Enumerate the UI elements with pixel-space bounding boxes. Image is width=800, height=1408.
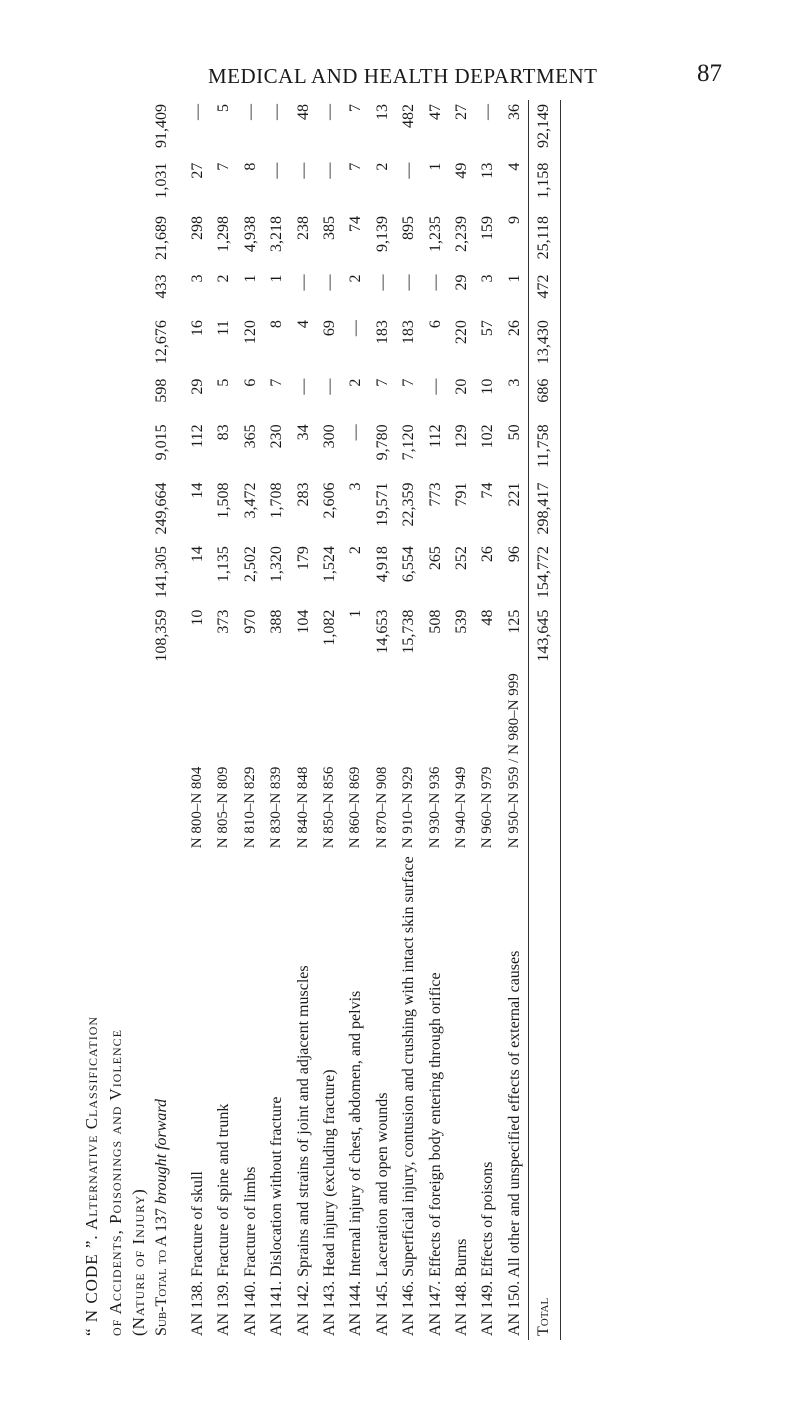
row-label: AN 138. Fracture of skull (189, 1171, 207, 1336)
total-cell: 154,772 (529, 542, 560, 606)
row-cell: 7 (400, 378, 418, 387)
row-cell: 1,524 (320, 546, 338, 583)
row-cell: 74 (479, 482, 497, 499)
row-cell: 1,135 (215, 546, 233, 583)
row-cell: 19,571 (373, 482, 391, 527)
row-label: AN 146. Superficial injury, contusion and crushing with intact skin surface (400, 856, 418, 1336)
row-cell: 20 (452, 378, 470, 395)
table-row (423, 100, 449, 1340)
subtotal-cell: 1,031 (152, 162, 170, 199)
row-cell: 48 (294, 104, 312, 120)
total-cell: 686 (529, 375, 560, 421)
row-cell: — (400, 274, 418, 291)
row-code: N 840–N 848 (294, 766, 311, 849)
row-label: AN 143. Head injury (excluding fracture) (320, 1069, 338, 1336)
row-cell: 183 (400, 320, 418, 345)
row-label: AN 139. Fracture of spine and trunk (215, 1103, 233, 1336)
subtotal-code (151, 669, 185, 852)
row-code: N 830–N 839 (268, 766, 285, 849)
subtotal-cell: 9,015 (152, 424, 170, 461)
row-cell: 57 (479, 320, 497, 337)
row-cell: 8 (268, 320, 286, 329)
row-cell: 36 (505, 104, 523, 120)
row-cell: 773 (426, 482, 444, 507)
row-cell: 27 (189, 162, 207, 179)
row-cell: 125 (505, 609, 523, 634)
row-cell: — (241, 104, 259, 120)
table-row (317, 100, 343, 1340)
total-label: Total (529, 852, 560, 1340)
total-cell: 472 (529, 270, 560, 316)
table-row (370, 100, 396, 1340)
row-cell: 26 (505, 320, 523, 337)
row-cell: 2 (215, 274, 233, 283)
table-title-row-2 (104, 100, 128, 1340)
row-cell: — (294, 162, 312, 179)
row-cell: 5 (215, 104, 233, 112)
row-cell: 13 (479, 162, 497, 179)
total-code (529, 669, 560, 852)
row-cell: 791 (452, 482, 470, 507)
row-label: AN 149. Effects of poisons (479, 1161, 497, 1336)
row-cell: 74 (347, 215, 365, 232)
row-cell: 3,218 (268, 215, 286, 252)
data-rows (185, 100, 529, 1340)
row-cell: 221 (505, 482, 523, 507)
row-cell: 34 (294, 424, 312, 441)
row-cell: 265 (426, 546, 444, 571)
row-cell: 1 (426, 162, 444, 171)
row-cell: 238 (294, 215, 312, 240)
row-code: N 810–N 829 (241, 766, 258, 849)
row-cell: — (320, 104, 338, 120)
subtotal-prefix: Sub-Total to A 137 (152, 1208, 170, 1336)
row-cell: 6 (241, 378, 259, 387)
row-cell: 373 (215, 609, 233, 634)
table-row (238, 100, 264, 1340)
table-title-row-1 (80, 100, 104, 1340)
row-cell: 1 (347, 609, 365, 618)
row-cell: 2 (347, 378, 365, 387)
row-cell: 9,139 (373, 215, 391, 252)
row-cell: 7 (215, 162, 233, 171)
row-cell: 3,472 (241, 482, 259, 519)
row-cell: — (426, 378, 444, 395)
row-cell: 283 (294, 482, 312, 507)
total-cell: 13,430 (529, 316, 560, 374)
row-cell: 2 (373, 162, 391, 171)
row-cell: 14,653 (373, 609, 391, 654)
row-code: N 910–N 929 (400, 766, 417, 849)
row-label: AN 140. Fracture of limbs (241, 1166, 259, 1336)
table-row (264, 100, 290, 1340)
row-cell: 1,082 (320, 609, 338, 646)
row-cell: — (347, 320, 365, 337)
row-cell: 179 (294, 546, 312, 571)
row-cell: 14 (189, 546, 207, 563)
row-label: AN 141. Dislocation without fracture (268, 1096, 286, 1336)
row-cell: 1 (505, 274, 523, 283)
row-cell: 3 (505, 378, 523, 387)
row-cell: — (347, 424, 365, 441)
table-title-line-1: “ N CODE ”. Alternative Classification (82, 1015, 101, 1336)
running-head: MEDICAL AND HEALTH DEPARTMENT (208, 64, 598, 88)
row-cell: — (426, 274, 444, 291)
subtotal-cell: 12,676 (152, 320, 170, 365)
row-cell: 15,738 (400, 609, 418, 654)
row-cell: 895 (400, 215, 418, 240)
subtotal-suffix: brought forward (152, 1098, 170, 1205)
page-number: 87 (697, 60, 722, 87)
row-cell: 970 (241, 609, 259, 634)
row-label: AN 142. Sprains and strains of joint and adjacent muscles (294, 965, 312, 1336)
row-cell: — (373, 274, 391, 291)
table-title-line-3: (Nature of Injury) (129, 1188, 149, 1336)
row-cell: 27 (452, 104, 470, 120)
row-cell: 5 (215, 378, 233, 387)
row-cell: 9,780 (373, 424, 391, 461)
row-cell: 112 (426, 424, 444, 448)
table-title-row-3 (127, 100, 151, 1340)
row-code: N 870–N 908 (373, 766, 390, 849)
row-label: AN 145. Laceration and open wounds (373, 1092, 391, 1336)
row-cell: — (320, 274, 338, 291)
row-code: N 960–N 979 (479, 766, 496, 849)
row-label: AN 148. Burns (452, 1238, 470, 1336)
total-row (529, 100, 560, 1340)
row-cell: — (479, 104, 497, 120)
row-code: N 805–N 809 (215, 766, 232, 849)
subtotal-cell: 433 (152, 274, 170, 299)
row-cell: — (320, 378, 338, 395)
row-cell: 8 (241, 162, 259, 171)
row-cell: 1,708 (268, 482, 286, 519)
row-cell: 104 (294, 609, 312, 634)
row-cell: 365 (241, 424, 259, 449)
row-code: N 950–N 959 / N 980–N 999 (505, 673, 522, 849)
row-cell: 2 (347, 546, 365, 555)
table-row (291, 100, 317, 1340)
row-cell: 4 (294, 320, 312, 329)
row-cell: 10 (479, 378, 497, 395)
total-cell: 25,118 (529, 212, 560, 270)
row-code: N 930–N 936 (426, 766, 443, 849)
row-label: AN 150. All other and unspecified effects of external causes (505, 950, 523, 1336)
subtotal-cell: 21,689 (152, 215, 170, 260)
row-cell: 7 (373, 378, 391, 387)
injury-classification-table (80, 100, 561, 1340)
rotated-table-container (80, 100, 720, 1340)
row-cell: 29 (452, 274, 470, 291)
row-cell: — (294, 274, 312, 291)
row-cell: 7 (347, 162, 365, 171)
row-cell: 3 (479, 274, 497, 283)
row-cell: 1,298 (215, 215, 233, 252)
row-label: AN 144. Internal injury of chest, abdomen, and pelvis (347, 990, 365, 1336)
subtotal-cell: 141,305 (152, 546, 170, 599)
row-cell: 29 (189, 378, 207, 395)
row-cell: 300 (320, 424, 338, 449)
row-cell: 7 (268, 378, 286, 387)
row-cell: 252 (452, 546, 470, 571)
row-cell: 48 (479, 609, 497, 626)
row-cell: 49 (452, 162, 470, 179)
row-cell: 13 (373, 104, 391, 120)
row-cell: 96 (505, 546, 523, 563)
subtotal-row (151, 100, 185, 1340)
row-cell: 9 (505, 215, 523, 224)
row-cell: 3 (347, 482, 365, 491)
row-cell: 220 (452, 320, 470, 345)
row-cell: — (189, 104, 207, 120)
row-cell: 1 (241, 274, 259, 283)
table-row (502, 100, 529, 1340)
total-cell: 92,149 (529, 100, 560, 159)
row-cell: 83 (215, 424, 233, 441)
table-body (80, 100, 185, 1340)
total-section (529, 100, 560, 1340)
row-code: N 850–N 856 (320, 766, 337, 849)
row-cell: 508 (426, 609, 444, 634)
row-cell: 120 (241, 320, 259, 345)
row-cell: 11 (215, 320, 233, 336)
row-cell: 14 (189, 482, 207, 499)
row-cell: 2 (347, 274, 365, 283)
row-cell: 47 (426, 104, 444, 120)
row-cell: 539 (452, 609, 470, 634)
page-header (0, 58, 800, 98)
subtotal-cell: 598 (152, 378, 170, 403)
row-cell: 69 (320, 320, 338, 337)
row-cell: 1,320 (268, 546, 286, 583)
row-cell: 2,502 (241, 546, 259, 583)
row-cell: 129 (452, 424, 470, 449)
row-cell: 1,508 (215, 482, 233, 519)
row-cell: 1 (268, 274, 286, 283)
table-row (396, 100, 422, 1340)
row-cell: 7 (347, 104, 365, 112)
row-cell: 4,918 (373, 546, 391, 583)
row-cell: 4 (505, 162, 523, 171)
table-row (211, 100, 237, 1340)
table-row (449, 100, 475, 1340)
row-cell: 3 (189, 274, 207, 283)
row-cell: 388 (268, 609, 286, 634)
row-cell: — (400, 162, 418, 179)
row-cell: 230 (268, 424, 286, 449)
total-cell: 298,417 (529, 478, 560, 542)
total-cell: 11,758 (529, 420, 560, 478)
row-cell: 1,235 (426, 215, 444, 252)
subtotal-cell: 108,359 (152, 609, 170, 662)
row-code: N 800–N 804 (189, 766, 206, 849)
table-row (185, 100, 211, 1340)
row-cell: 22,359 (400, 482, 418, 527)
table-title-line-2: of Accidents, Poisonings and Violence (105, 1028, 125, 1336)
row-cell: 2,239 (452, 215, 470, 252)
row-cell: 385 (320, 215, 338, 240)
row-cell: — (294, 378, 312, 395)
row-cell: 298 (189, 215, 207, 240)
row-cell: — (320, 162, 338, 179)
row-cell: 16 (189, 320, 207, 337)
row-cell: 102 (479, 424, 497, 449)
row-cell: 482 (400, 104, 418, 128)
row-cell: 112 (189, 424, 207, 448)
row-cell: 159 (479, 215, 497, 240)
row-code: N 940–N 949 (452, 766, 469, 849)
row-label: AN 147. Effects of foreign body entering through orifice (426, 972, 444, 1336)
row-cell: — (268, 162, 286, 179)
row-cell: 4,938 (241, 215, 259, 252)
row-cell: 7,120 (400, 424, 418, 461)
row-cell: 2,606 (320, 482, 338, 519)
row-cell: 26 (479, 546, 497, 563)
subtotal-cell: 91,409 (152, 104, 170, 148)
row-cell: — (268, 104, 286, 120)
table-row (475, 100, 501, 1340)
row-code: N 860–N 869 (347, 766, 364, 849)
subtotal-cell: 249,664 (152, 482, 170, 535)
table-row (343, 100, 369, 1340)
row-cell: 6 (426, 320, 444, 329)
row-cell: 10 (189, 609, 207, 626)
row-cell: 50 (505, 424, 523, 441)
total-cell: 143,645 (529, 606, 560, 670)
row-cell: 6,554 (400, 546, 418, 583)
row-cell: 183 (373, 320, 391, 345)
total-cell: 1,158 (529, 159, 560, 212)
subtotal-label (151, 852, 185, 1340)
